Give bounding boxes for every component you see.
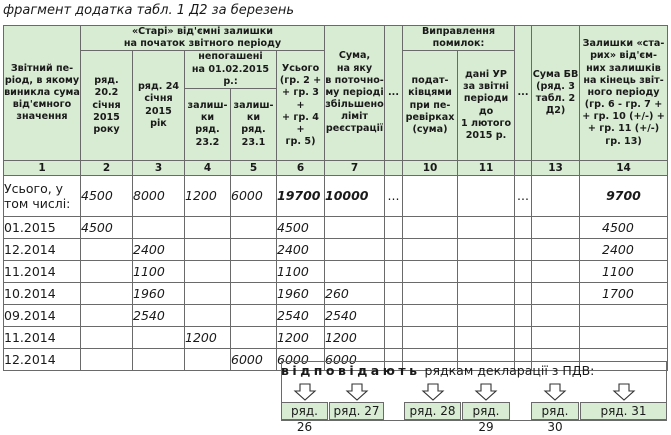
header-line: ревірках xyxy=(405,111,455,123)
value-cell xyxy=(385,304,403,326)
value-cell xyxy=(231,216,277,238)
column-number: 14 xyxy=(580,160,668,175)
column-number: 7 xyxy=(325,160,385,175)
value-cell xyxy=(231,304,277,326)
down-arrow-icon xyxy=(345,383,369,401)
table-row xyxy=(4,326,668,348)
header-line: рік xyxy=(150,117,167,129)
value-cell xyxy=(458,216,515,238)
header-line: ряд. 24 xyxy=(137,81,180,93)
header-line: ряд. 20.2 xyxy=(94,75,119,99)
header-dots-2: ... xyxy=(515,26,532,161)
header-ur-data xyxy=(458,51,515,161)
header-line: ріод, в якому xyxy=(4,74,80,86)
value-cell xyxy=(403,282,458,304)
value-cell xyxy=(532,326,580,348)
value-cell: 1100 xyxy=(580,260,668,282)
value-cell xyxy=(403,216,458,238)
header-line: непогашені xyxy=(198,51,263,63)
down-arrow-icon xyxy=(543,383,567,401)
value-cell xyxy=(458,326,515,348)
column-number: 4 xyxy=(185,160,231,175)
value-cell: 2400 xyxy=(580,238,668,260)
header-line: «Старі» від'ємні залишки xyxy=(131,26,274,37)
header-line: залиш- xyxy=(233,100,274,112)
value-cell: 2540 xyxy=(133,304,185,326)
value-cell xyxy=(385,326,403,348)
declaration-row-label: ряд. 27 xyxy=(329,402,384,420)
header-line: ряд. xyxy=(241,124,266,136)
value-cell xyxy=(403,304,458,326)
header-line: на кінець звіт- xyxy=(583,74,664,86)
header-line: 23.1 xyxy=(241,136,266,148)
value-cell xyxy=(403,175,458,216)
value-cell xyxy=(385,216,403,238)
value-cell xyxy=(185,216,231,238)
header-line: му періоді xyxy=(325,86,384,98)
value-cell: 1700 xyxy=(580,282,668,304)
header-line: періоди xyxy=(463,93,509,105)
header-line: за звітні xyxy=(463,81,509,93)
value-cell xyxy=(325,216,385,238)
value-cell xyxy=(458,238,515,260)
header-row-23-2 xyxy=(185,88,231,160)
value-cell: 10000 xyxy=(325,175,385,216)
period-cell: 10.2014 xyxy=(4,282,81,304)
header-line: січня xyxy=(144,93,173,105)
header-line: 1 лютого xyxy=(460,117,512,129)
header-line: в поточно- xyxy=(325,74,384,86)
value-cell: 4500 xyxy=(81,216,133,238)
header-line: ки xyxy=(246,112,261,124)
value-cell xyxy=(532,175,580,216)
header-line: від'ємного xyxy=(12,99,72,111)
value-cell xyxy=(515,238,532,260)
value-cell xyxy=(458,260,515,282)
header-line: ківцями xyxy=(408,87,452,99)
value-cell xyxy=(515,260,532,282)
declaration-row-label: ряд. 30 xyxy=(531,402,579,420)
declaration-row-label: ряд. 28 xyxy=(404,402,461,420)
header-line: до xyxy=(478,105,494,117)
column-number: 6 xyxy=(277,160,325,175)
value-cell xyxy=(403,238,458,260)
column-number xyxy=(515,160,532,175)
value-cell: 8000 xyxy=(133,175,185,216)
value-cell xyxy=(325,238,385,260)
header-total xyxy=(277,51,325,161)
correspondence-rest: рядкам декларації з ПДВ: xyxy=(424,363,595,378)
value-cell: 1100 xyxy=(133,260,185,282)
value-cell xyxy=(532,304,580,326)
header-line: ряд. xyxy=(195,124,220,136)
period-cell: 12.2014 xyxy=(4,238,81,260)
value-cell xyxy=(81,348,133,370)
table-row xyxy=(4,260,668,282)
column-number xyxy=(385,160,403,175)
table-row xyxy=(4,238,668,260)
correspondence-spaced: відповідають xyxy=(281,363,421,378)
value-cell: 19700 xyxy=(277,175,325,216)
header-line: ліміт xyxy=(340,111,368,123)
value-cell xyxy=(185,304,231,326)
header-unpaid xyxy=(185,51,277,89)
value-cell xyxy=(458,282,515,304)
column-numbers-row xyxy=(4,160,668,175)
header-line: Сума, xyxy=(338,50,371,62)
header-line: Залишки «ста- xyxy=(582,38,665,50)
value-cell xyxy=(532,282,580,304)
value-cell: ... xyxy=(515,175,532,216)
column-number: 2 xyxy=(81,160,133,175)
value-cell xyxy=(81,238,133,260)
period-cell: 11.2014 xyxy=(4,260,81,282)
header-line: виникла сума xyxy=(4,86,80,98)
period-cell: 11.2014 xyxy=(4,326,81,348)
value-cell: 1200 xyxy=(277,326,325,348)
correspondence-text xyxy=(281,363,631,381)
header-line: (ряд. 3 xyxy=(536,80,575,92)
header-line: значення xyxy=(16,111,68,123)
value-cell xyxy=(458,175,515,216)
value-cell: 6000 xyxy=(231,348,277,370)
header-line: Сума БВ xyxy=(532,68,579,80)
down-arrow-icon xyxy=(293,383,317,401)
value-cell: 1200 xyxy=(325,326,385,348)
value-cell: 2400 xyxy=(277,238,325,260)
value-cell: ... xyxy=(385,175,403,216)
declaration-row-label: ряд. 29 xyxy=(462,402,510,420)
document-caption: фрагмент додатка табл. 1 Д2 за березень xyxy=(3,3,295,18)
value-cell: 2400 xyxy=(133,238,185,260)
value-cell: 1200 xyxy=(185,326,231,348)
value-cell xyxy=(515,326,532,348)
balances-table xyxy=(3,25,668,371)
declaration-row-label: ряд. 31 xyxy=(580,402,667,420)
period-cell: Усього, у том числі: xyxy=(4,175,81,216)
value-cell: 6000 xyxy=(325,348,385,370)
value-cell: 2540 xyxy=(325,304,385,326)
value-cell xyxy=(385,238,403,260)
header-line: на яку xyxy=(336,62,373,74)
column-number: 13 xyxy=(532,160,580,175)
header-line: реєстрації xyxy=(325,123,384,135)
header-line: подат- xyxy=(411,75,449,87)
value-cell xyxy=(185,282,231,304)
period-cell: 12.2014 xyxy=(4,348,81,370)
header-line: при пе- xyxy=(409,99,451,111)
header-line: Усього xyxy=(281,63,320,74)
header-line: 2015 xyxy=(93,111,120,123)
value-cell: 4500 xyxy=(580,216,668,238)
header-limit-increase xyxy=(325,26,385,161)
value-cell: 1100 xyxy=(277,260,325,282)
value-cell: 4500 xyxy=(277,216,325,238)
header-line: гр. 13) xyxy=(605,135,642,147)
header-line: ного періоду xyxy=(587,86,660,98)
header-line: Звітний пе- xyxy=(10,62,74,74)
value-cell xyxy=(532,216,580,238)
table-row xyxy=(4,304,668,326)
header-period xyxy=(4,26,81,161)
value-cell xyxy=(185,238,231,260)
value-cell: 1960 xyxy=(277,282,325,304)
value-cell xyxy=(81,326,133,348)
header-row-24 xyxy=(133,51,185,161)
header-line: + гр. 4 + xyxy=(282,111,319,135)
table-row xyxy=(4,175,668,216)
header-line: + гр. 10 (+/-) + xyxy=(582,111,665,123)
value-cell xyxy=(81,260,133,282)
header-line: 2015 р. xyxy=(465,129,507,141)
value-cell xyxy=(515,282,532,304)
table-row xyxy=(4,282,668,304)
column-number: 1 xyxy=(4,160,81,175)
period-cell: 01.2015 xyxy=(4,216,81,238)
header-line: рих» від'єм- xyxy=(590,50,657,62)
value-cell xyxy=(515,304,532,326)
header-old-balances xyxy=(81,26,325,51)
header-line: на початок звітного періоду xyxy=(123,38,282,50)
value-cell: 260 xyxy=(325,282,385,304)
header-end-balance xyxy=(580,26,668,161)
header-line: збільшено xyxy=(325,99,384,111)
value-cell xyxy=(231,260,277,282)
value-cell: 6000 xyxy=(231,175,277,216)
value-cell xyxy=(185,348,231,370)
header-line: 2015 xyxy=(145,105,172,117)
value-cell xyxy=(133,216,185,238)
header-line: Д2) xyxy=(545,105,566,117)
header-line: залиш- xyxy=(187,100,228,112)
header-error-corrections xyxy=(403,26,515,51)
value-cell: 1200 xyxy=(185,175,231,216)
value-cell xyxy=(325,260,385,282)
header-dots-1: ... xyxy=(385,26,403,161)
value-cell: 9700 xyxy=(580,175,668,216)
header-line: ки xyxy=(200,112,215,124)
header-line: дані УР xyxy=(465,69,507,81)
column-number: 3 xyxy=(133,160,185,175)
header-bv-sum xyxy=(532,26,580,161)
value-cell xyxy=(532,260,580,282)
column-number: 11 xyxy=(458,160,515,175)
header-line: (гр. 2 + xyxy=(279,75,322,87)
header-line: року xyxy=(93,123,120,135)
header-line: них залишків xyxy=(586,62,661,74)
value-cell xyxy=(515,216,532,238)
value-cell xyxy=(385,282,403,304)
header-line: Виправлення xyxy=(421,26,496,37)
header-line: (гр. 6 - гр. 7 + xyxy=(584,99,663,111)
value-cell: 6000 xyxy=(277,348,325,370)
value-cell xyxy=(458,304,515,326)
value-cell xyxy=(231,238,277,260)
value-cell xyxy=(403,326,458,348)
header-row-23-1 xyxy=(231,88,277,160)
header-line: (сума) xyxy=(412,123,448,135)
header-line: помилок: xyxy=(432,38,485,50)
value-cell xyxy=(532,238,580,260)
down-arrow-icon xyxy=(474,383,498,401)
table-row xyxy=(4,216,668,238)
value-cell xyxy=(403,260,458,282)
header-line: гр. 5) xyxy=(285,136,316,148)
header-line: + гр. 3 + xyxy=(282,87,319,111)
value-cell xyxy=(81,282,133,304)
value-cell xyxy=(133,348,185,370)
value-cell xyxy=(580,326,668,348)
header-line: 23.2 xyxy=(195,136,220,148)
header-line: + гр. 11 (+/-) xyxy=(587,123,660,135)
header-line: на 01.02.2015 р.: xyxy=(191,63,270,87)
down-arrow-icon xyxy=(612,383,636,401)
header-taxpayer-audits xyxy=(403,51,458,161)
value-cell xyxy=(385,260,403,282)
column-number: 5 xyxy=(231,160,277,175)
value-cell: 4500 xyxy=(81,175,133,216)
value-cell xyxy=(81,304,133,326)
declaration-row-label: ряд. 26 xyxy=(281,402,328,420)
header-line: січня xyxy=(92,99,121,111)
value-cell: 2540 xyxy=(277,304,325,326)
header-row-20-2 xyxy=(81,51,133,161)
value-cell xyxy=(185,260,231,282)
down-arrow-icon xyxy=(421,383,445,401)
header-line: табл. 2 xyxy=(535,92,576,104)
value-cell xyxy=(231,282,277,304)
value-cell xyxy=(231,326,277,348)
column-number: 10 xyxy=(403,160,458,175)
period-cell: 09.2014 xyxy=(4,304,81,326)
value-cell xyxy=(133,326,185,348)
value-cell xyxy=(580,304,668,326)
value-cell: 1960 xyxy=(133,282,185,304)
